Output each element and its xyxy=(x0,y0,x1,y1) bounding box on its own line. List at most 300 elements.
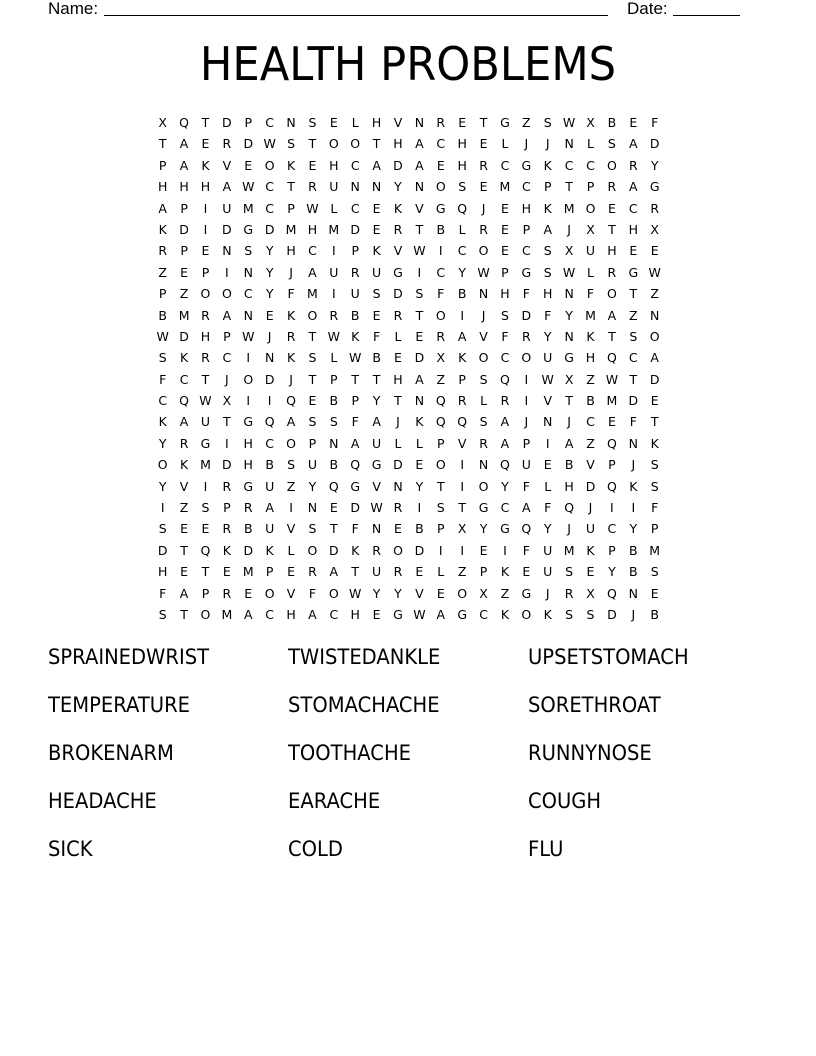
grid-letter: A xyxy=(500,414,510,430)
grid-letter: N xyxy=(350,179,360,195)
grid-letter: W xyxy=(477,264,490,280)
grid-letter: R xyxy=(222,136,232,152)
grid-letter: M xyxy=(200,457,211,473)
grid-letter: N xyxy=(243,264,253,280)
grid-letter: H xyxy=(393,371,403,387)
grid-letter: E xyxy=(415,564,424,580)
grid-letter: I xyxy=(203,200,208,216)
grid-letter: V xyxy=(586,457,595,473)
grid-letter: E xyxy=(500,200,509,216)
grid-letter: X xyxy=(650,221,659,237)
grid-letter: Z xyxy=(500,585,510,601)
grid-letter: H xyxy=(585,350,596,366)
grid-letter: D xyxy=(157,542,168,558)
grid-letter: D xyxy=(329,542,339,558)
grid-letter: W xyxy=(263,136,276,152)
grid-letter: W xyxy=(306,200,319,216)
grid-letter: Q xyxy=(521,521,532,537)
grid-letter: E xyxy=(372,606,381,622)
grid-letter: N xyxy=(564,136,574,152)
grid-letter: T xyxy=(287,179,295,195)
page-title: HEALTH PROBLEMS xyxy=(199,37,617,91)
grid-letter: G xyxy=(564,350,574,366)
grid-letter: R xyxy=(393,500,403,516)
grid-letter: E xyxy=(479,179,488,195)
grid-letter: R xyxy=(158,243,168,259)
grid-letter: C xyxy=(521,243,531,259)
grid-letter: S xyxy=(287,136,295,152)
grid-letter: W xyxy=(648,264,661,280)
grid-letter: O xyxy=(457,585,468,601)
grid-letter: O xyxy=(606,286,617,302)
grid-letter: T xyxy=(629,371,638,387)
date-label: Date: xyxy=(627,0,668,18)
grid-letter: C xyxy=(500,157,510,173)
grid-letter: C xyxy=(457,243,467,259)
letter-grid xyxy=(152,112,665,625)
grid-letter: U xyxy=(521,457,531,473)
grid-letter: W xyxy=(562,115,576,130)
grid-letter: P xyxy=(437,435,445,451)
grid-letter: S xyxy=(543,264,552,280)
grid-letter: K xyxy=(543,606,552,622)
grid-letter: K xyxy=(265,542,274,558)
grid-letter: E xyxy=(265,307,274,323)
grid-letter: Y xyxy=(158,478,167,494)
grid-letter: Z xyxy=(179,500,189,516)
grid-letter: E xyxy=(308,393,317,409)
grid-letter: Q xyxy=(200,542,211,558)
grid-letter: I xyxy=(267,393,272,409)
grid-letter: Y xyxy=(543,521,552,537)
grid-letter: C xyxy=(265,435,275,451)
grid-letter: Y xyxy=(372,393,381,409)
grid-letter: A xyxy=(415,371,424,387)
grid-letter: R xyxy=(222,478,232,494)
grid-letter: R xyxy=(201,307,210,323)
grid-letter: F xyxy=(159,371,167,387)
grid-letter: S xyxy=(650,478,659,494)
grid-letter: R xyxy=(564,585,574,601)
grid-letter: I xyxy=(545,435,550,451)
grid-letter: K xyxy=(286,307,296,323)
grid-letter: I xyxy=(160,500,165,516)
grid-letter: Q xyxy=(179,393,189,409)
grid-letter: A xyxy=(522,500,531,516)
grid-letter: S xyxy=(479,414,488,430)
grid-letter: A xyxy=(629,179,638,195)
grid-letter: R xyxy=(350,264,360,280)
grid-letter: S xyxy=(158,350,167,366)
grid-letter: L xyxy=(544,478,552,494)
grid-letter: H xyxy=(286,606,296,622)
grid-letter: V xyxy=(286,521,296,537)
grid-letter: E xyxy=(372,200,381,216)
word-list-item: TWISTEDANKLE xyxy=(288,645,441,669)
grid-letter: F xyxy=(544,307,552,323)
grid-letter: S xyxy=(543,243,552,259)
grid-letter: C xyxy=(265,179,275,195)
grid-letter: H xyxy=(564,478,574,494)
grid-letter: J xyxy=(289,264,293,280)
grid-letter: P xyxy=(330,371,338,387)
grid-letter: A xyxy=(243,606,253,622)
grid-letter: E xyxy=(180,564,189,580)
grid-letter: L xyxy=(351,115,359,130)
grid-letter: J xyxy=(481,307,486,323)
grid-letter: P xyxy=(650,521,659,537)
grid-letter: U xyxy=(329,264,339,280)
grid-letter: E xyxy=(329,500,338,516)
grid-letter: D xyxy=(264,371,275,387)
grid-letter: T xyxy=(629,286,638,302)
grid-letter: C xyxy=(479,606,488,622)
grid-letter: I xyxy=(460,542,464,558)
grid-letter: N xyxy=(393,478,403,494)
grid-letter: D xyxy=(350,221,361,237)
grid-letter: X xyxy=(479,585,488,601)
grid-letter: G xyxy=(500,521,510,537)
grid-letter: L xyxy=(587,136,594,152)
grid-letter: N xyxy=(478,457,489,473)
grid-letter: A xyxy=(457,328,467,344)
grid-letter: O xyxy=(307,307,318,323)
grid-letter: Z xyxy=(179,286,189,302)
grid-letter: K xyxy=(586,328,595,344)
grid-letter: S xyxy=(329,414,338,430)
grid-letter: H xyxy=(371,115,382,130)
grid-letter: K xyxy=(415,414,424,430)
grid-letter: K xyxy=(393,200,403,216)
grid-letter: I xyxy=(246,393,251,409)
grid-letter: R xyxy=(286,328,296,344)
grid-letter: F xyxy=(437,286,445,302)
grid-letter: T xyxy=(308,328,317,344)
grid-letter: Y xyxy=(158,435,167,451)
grid-letter: E xyxy=(201,243,210,259)
grid-letter: B xyxy=(629,542,638,558)
grid-letter: K xyxy=(158,414,167,430)
grid-letter: C xyxy=(521,179,531,195)
grid-letter: Y xyxy=(565,307,573,323)
grid-letter: R xyxy=(308,564,317,580)
grid-letter: T xyxy=(650,414,659,430)
grid-letter: V xyxy=(286,585,296,601)
grid-letter: M xyxy=(178,307,190,323)
grid-letter: N xyxy=(564,286,574,302)
grid-letter: L xyxy=(501,136,509,152)
grid-letter: B xyxy=(158,307,167,323)
grid-letter: R xyxy=(372,542,381,558)
grid-letter: N xyxy=(414,179,425,195)
grid-letter: D xyxy=(222,221,232,237)
grid-letter: E xyxy=(479,136,488,152)
grid-letter: K xyxy=(372,243,381,259)
grid-letter: O xyxy=(521,350,532,366)
grid-letter: C xyxy=(436,264,446,280)
grid-letter: V xyxy=(479,328,488,344)
grid-letter: O xyxy=(328,136,339,152)
grid-letter: B xyxy=(457,286,467,302)
grid-letter: N xyxy=(414,393,425,409)
grid-letter: S xyxy=(458,179,467,195)
word-list-item: EARACHE xyxy=(288,789,381,813)
grid-letter: T xyxy=(394,393,402,409)
grid-letter: O xyxy=(393,542,403,558)
grid-letter: S xyxy=(543,115,552,130)
grid-letter: Y xyxy=(608,564,616,580)
grid-letter: U xyxy=(372,564,382,580)
grid-letter: U xyxy=(307,457,317,473)
grid-letter: P xyxy=(543,179,552,195)
grid-letter: I xyxy=(524,393,529,409)
grid-letter: P xyxy=(223,500,231,516)
grid-letter: Z xyxy=(286,478,296,494)
grid-letter: P xyxy=(586,179,595,195)
grid-letter: E xyxy=(308,157,317,173)
grid-letter: Q xyxy=(264,414,275,430)
grid-letter: Z xyxy=(436,371,446,387)
grid-letter: R xyxy=(479,221,488,237)
grid-letter: E xyxy=(607,200,616,216)
grid-letter: Q xyxy=(286,393,296,409)
grid-letter: Y xyxy=(394,585,402,601)
grid-letter: Q xyxy=(179,115,189,130)
grid-letter: S xyxy=(372,286,381,302)
grid-letter: V xyxy=(543,393,552,409)
grid-letter: E xyxy=(522,564,531,580)
grid-letter: I xyxy=(503,542,507,558)
grid-letter: W xyxy=(349,350,362,366)
grid-letter: U xyxy=(372,435,382,451)
grid-letter: D xyxy=(628,393,639,409)
grid-letter: R xyxy=(479,435,488,451)
grid-letter: O xyxy=(435,179,446,195)
grid-letter: K xyxy=(351,542,360,558)
grid-letter: Z xyxy=(586,435,595,451)
grid-letter: L xyxy=(415,435,423,451)
grid-letter: A xyxy=(265,500,274,516)
grid-letter: T xyxy=(608,221,616,237)
grid-letter: U xyxy=(372,264,382,280)
grid-letter: M xyxy=(563,542,575,558)
grid-letter: M xyxy=(649,542,661,558)
grid-letter: S xyxy=(500,307,509,323)
grid-letter: F xyxy=(651,115,659,130)
grid-letter: T xyxy=(158,136,167,152)
grid-letter: O xyxy=(200,286,211,302)
grid-letter: J xyxy=(524,414,529,430)
grid-letter: C xyxy=(436,136,446,152)
grid-letter: I xyxy=(610,500,614,516)
grid-letter: M xyxy=(328,221,340,237)
grid-letter: B xyxy=(607,115,617,130)
grid-letter: Y xyxy=(265,243,274,259)
grid-letter: W xyxy=(370,500,383,516)
grid-letter: E xyxy=(479,542,488,558)
grid-letter: A xyxy=(350,435,360,451)
grid-letter: H xyxy=(329,157,339,173)
grid-letter: G xyxy=(628,264,639,280)
grid-letter: Q xyxy=(500,371,510,387)
grid-letter: E xyxy=(607,414,616,430)
grid-letter: U xyxy=(350,286,360,302)
grid-letter: O xyxy=(521,606,532,622)
grid-letter: Z xyxy=(586,371,595,387)
grid-letter: T xyxy=(479,115,488,130)
grid-letter: C xyxy=(607,521,617,537)
grid-letter: R xyxy=(436,115,446,130)
grid-letter: F xyxy=(308,585,317,601)
grid-letter: P xyxy=(244,115,253,130)
grid-letter: N xyxy=(564,328,574,344)
grid-letter: D xyxy=(393,457,403,473)
word-list-item: COUGH xyxy=(528,789,602,813)
grid-letter: O xyxy=(200,606,211,622)
grid-letter: N xyxy=(307,500,318,516)
grid-letter: D xyxy=(607,606,617,622)
grid-letter: X xyxy=(564,371,574,387)
grid-letter: I xyxy=(417,500,422,516)
grid-letter: L xyxy=(287,542,295,558)
grid-letter: S xyxy=(586,606,595,622)
grid-letter: X xyxy=(586,585,595,601)
grid-letter: B xyxy=(329,393,339,409)
grid-letter: K xyxy=(201,157,210,173)
grid-letter: I xyxy=(460,457,464,473)
grid-letter: A xyxy=(372,157,381,173)
grid-letter: V xyxy=(415,200,424,216)
grid-letter: W xyxy=(242,328,255,344)
grid-letter: H xyxy=(243,457,253,473)
grid-letter: X xyxy=(564,243,574,259)
grid-letter: U xyxy=(200,414,211,430)
grid-letter: P xyxy=(180,243,188,259)
grid-letter: O xyxy=(649,328,660,344)
grid-letter: E xyxy=(436,585,445,601)
grid-letter: E xyxy=(244,585,253,601)
grid-letter: J xyxy=(481,200,486,216)
grid-letter: N xyxy=(329,435,339,451)
grid-letter: R xyxy=(479,157,488,173)
grid-letter: E xyxy=(372,221,381,237)
grid-letter: O xyxy=(264,585,275,601)
grid-letter: R xyxy=(607,264,617,280)
grid-letter: R xyxy=(308,179,317,195)
grid-letter: K xyxy=(222,542,231,558)
grid-letter: Y xyxy=(501,478,509,494)
grid-letter: I xyxy=(524,371,529,387)
word-list-item: SORETHROAT xyxy=(528,693,661,717)
grid-letter: M xyxy=(563,200,575,216)
grid-letter: L xyxy=(394,435,402,451)
grid-letter: B xyxy=(329,457,339,473)
grid-letter: W xyxy=(242,179,255,195)
grid-letter: Q xyxy=(606,435,617,451)
grid-letter: X xyxy=(586,115,595,130)
grid-letter: C xyxy=(500,500,510,516)
grid-letter: V xyxy=(179,478,189,494)
grid-letter: E xyxy=(650,393,659,409)
grid-letter: B xyxy=(564,457,574,473)
grid-letter: N xyxy=(264,350,275,366)
grid-letter: F xyxy=(373,328,381,344)
grid-letter: U xyxy=(585,243,596,259)
grid-letter: A xyxy=(158,200,167,216)
grid-letter: O xyxy=(264,157,275,173)
grid-letter: T xyxy=(415,307,424,323)
grid-letter: V xyxy=(222,157,232,173)
grid-letter: L xyxy=(458,221,466,237)
grid-letter: F xyxy=(159,585,167,601)
grid-letter: A xyxy=(308,606,317,622)
grid-letter: S xyxy=(565,564,574,580)
grid-letter: T xyxy=(180,542,188,558)
grid-letter: U xyxy=(265,478,275,494)
grid-letter: Z xyxy=(158,264,167,280)
grid-letter: T xyxy=(223,414,231,430)
grid-letter: T xyxy=(351,564,360,580)
grid-letter: I xyxy=(225,264,229,280)
grid-letter: J xyxy=(396,414,400,430)
grid-letter: Y xyxy=(394,179,402,195)
word-list-item: UPSETSTOMACH xyxy=(528,645,689,669)
grid-letter: Q xyxy=(564,500,575,516)
grid-letter: A xyxy=(179,585,189,601)
grid-letter: G xyxy=(435,200,446,216)
grid-letter: D xyxy=(222,115,232,130)
grid-letter: W xyxy=(156,328,169,344)
grid-letter: M xyxy=(242,564,254,580)
grid-letter: F xyxy=(629,414,637,430)
grid-letter: D xyxy=(350,500,361,516)
grid-letter: A xyxy=(308,264,317,280)
grid-letter: X xyxy=(158,115,167,130)
word-list xyxy=(48,640,768,880)
grid-letter: Q xyxy=(328,478,339,494)
grid-letter: S xyxy=(158,606,167,622)
grid-letter: D xyxy=(521,307,532,323)
grid-letter: E xyxy=(222,564,231,580)
word-list-item: HEADACHE xyxy=(48,789,157,813)
grid-letter: A xyxy=(629,136,638,152)
grid-letter: Z xyxy=(629,307,638,323)
grid-letter: S xyxy=(201,500,210,516)
grid-letter: J xyxy=(545,136,550,152)
grid-letter: T xyxy=(308,371,317,387)
name-label: Name: xyxy=(48,0,99,18)
grid-letter: E xyxy=(500,243,509,259)
grid-letter: D xyxy=(393,157,403,173)
grid-letter: H xyxy=(628,221,638,237)
grid-letter: K xyxy=(586,542,595,558)
grid-letter: S xyxy=(308,521,317,537)
word-list-item: BROKENARM xyxy=(48,741,174,765)
grid-letter: Y xyxy=(265,264,274,280)
grid-letter: P xyxy=(608,542,616,558)
grid-letter: U xyxy=(265,521,275,537)
grid-letter: A xyxy=(500,435,510,451)
grid-letter: H xyxy=(457,157,467,173)
grid-letter: P xyxy=(201,264,210,280)
grid-letter: E xyxy=(650,585,659,601)
grid-letter: D xyxy=(243,542,254,558)
grid-letter: J xyxy=(267,328,272,344)
grid-letter: H xyxy=(157,564,168,580)
grid-letter: P xyxy=(308,435,317,451)
grid-letter: G xyxy=(521,585,532,601)
grid-letter: T xyxy=(608,328,616,344)
